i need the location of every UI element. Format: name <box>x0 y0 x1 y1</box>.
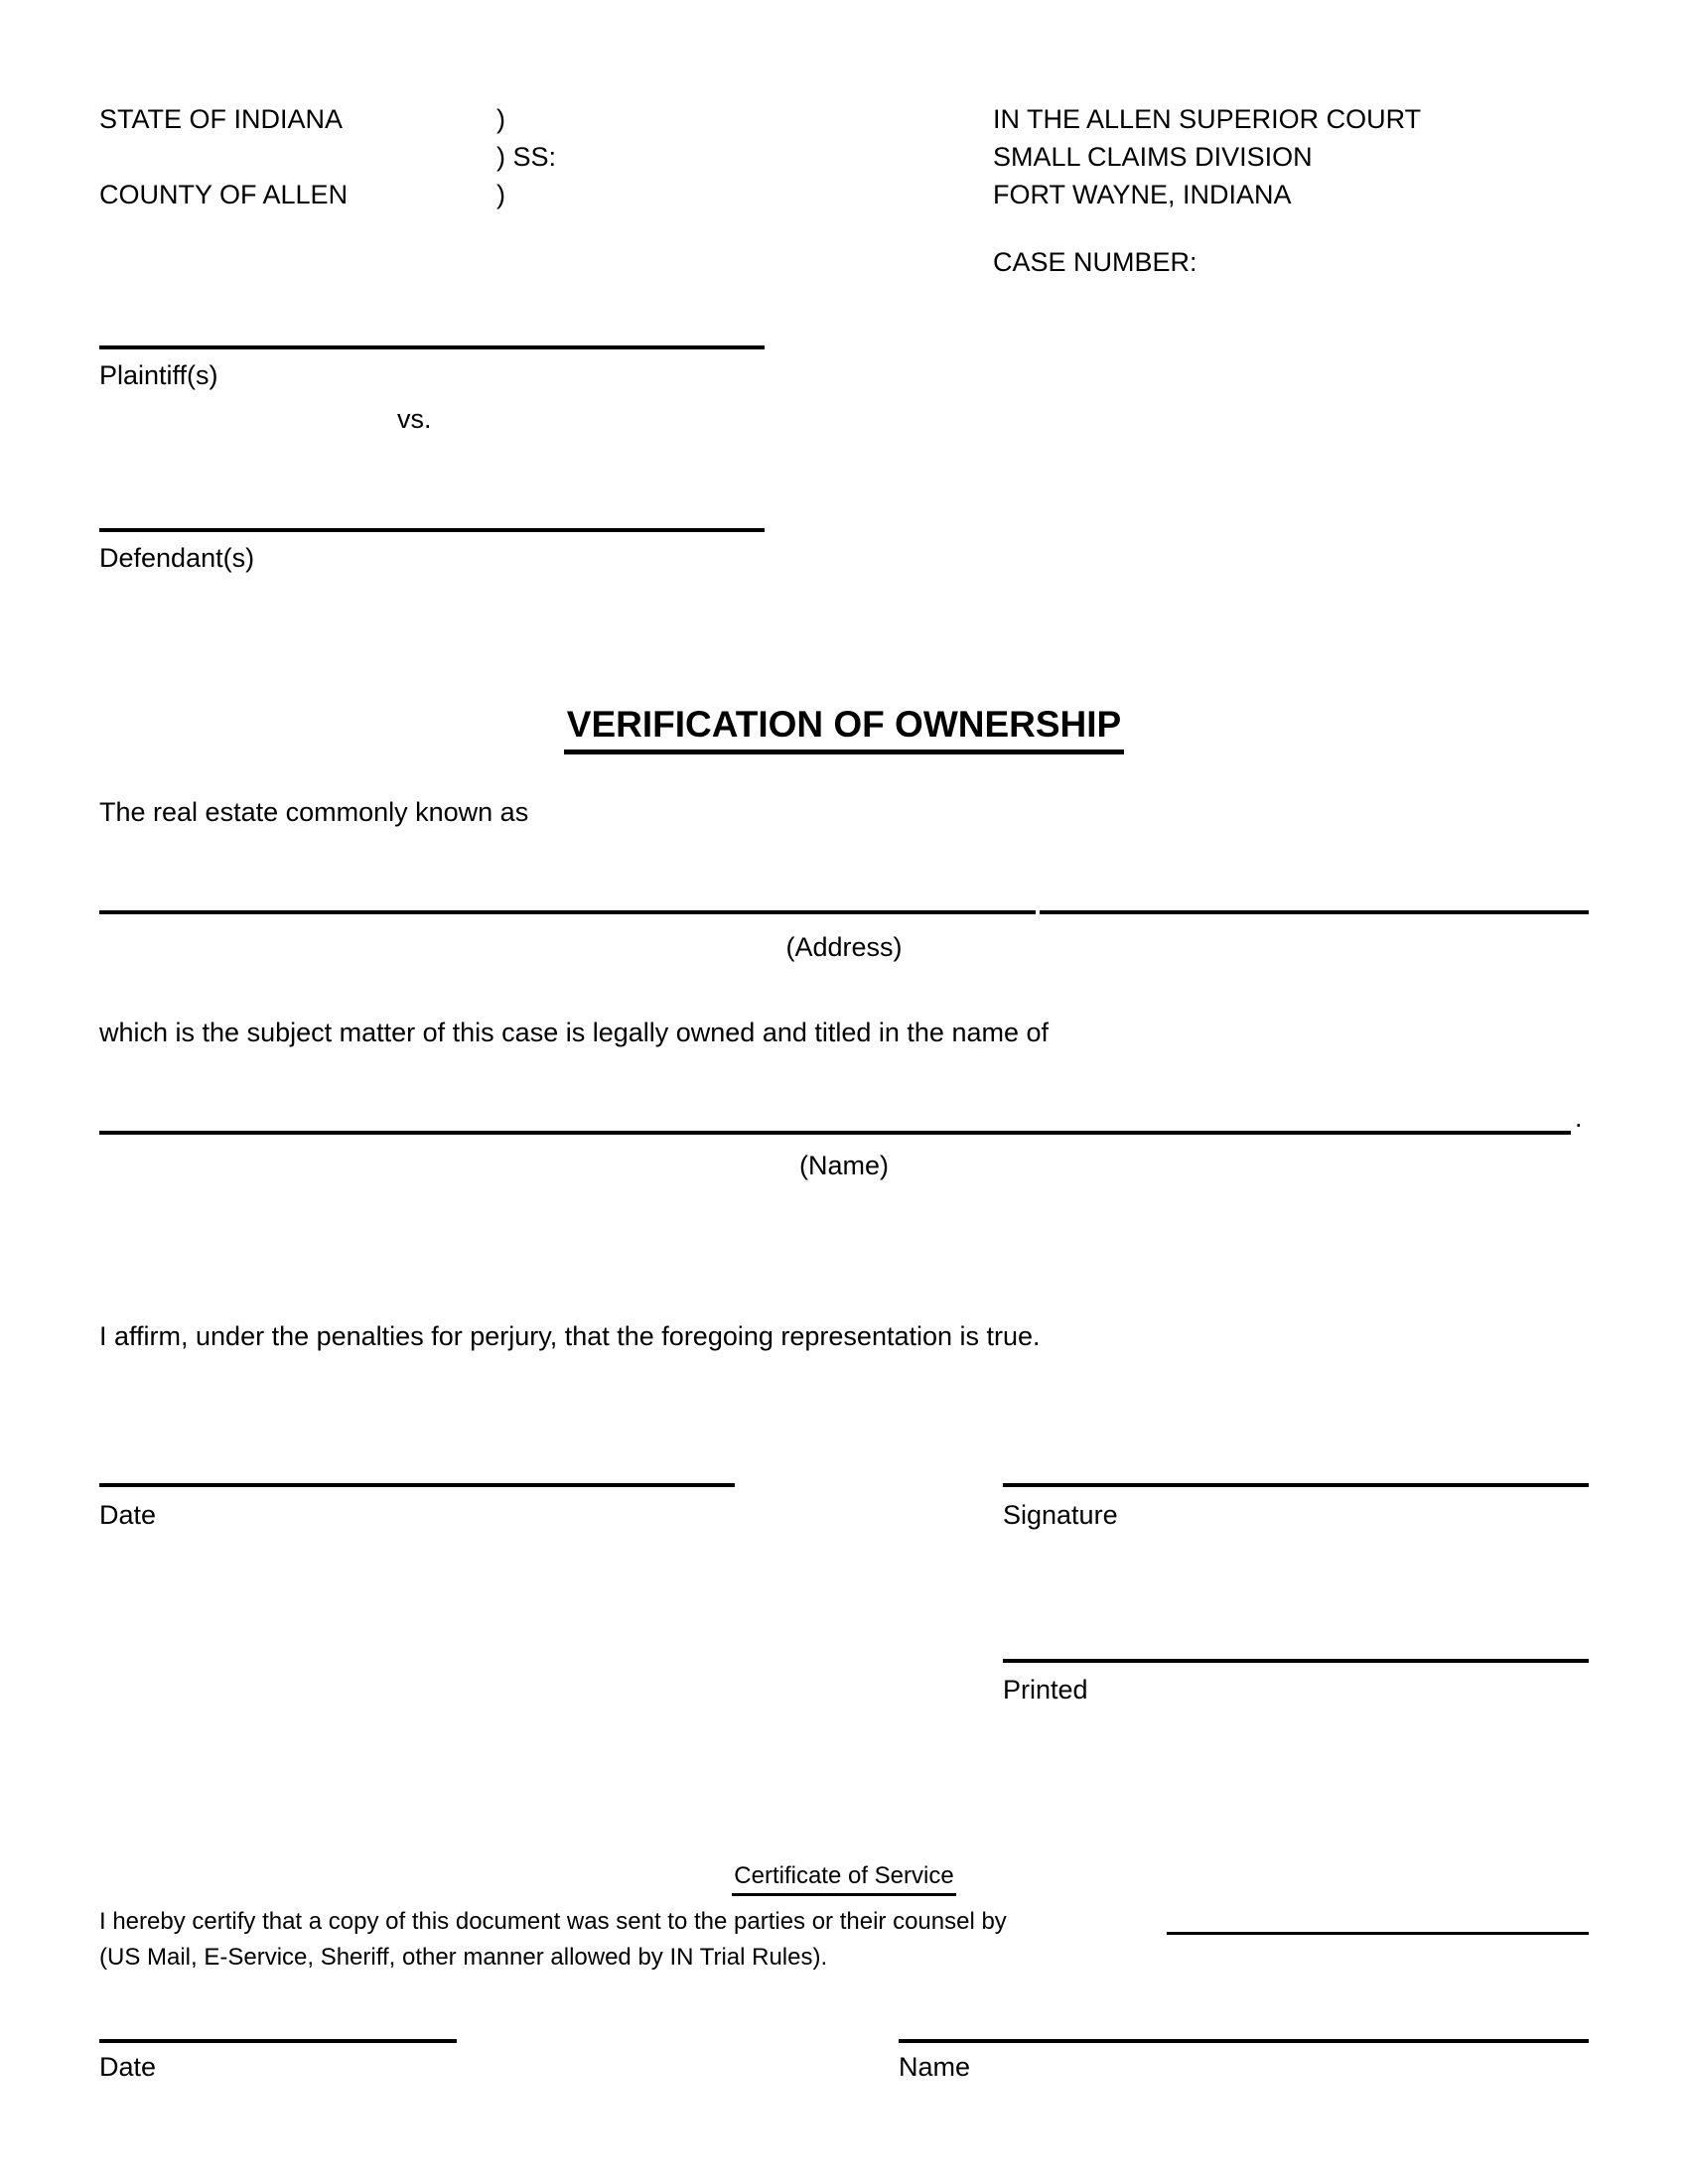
body-intro-text: The real estate commonly known as <box>99 797 529 827</box>
address-field-line-right[interactable] <box>1040 910 1589 914</box>
vs-label: vs. <box>397 404 432 434</box>
caption-paren-bottom: ) <box>496 180 505 209</box>
certificate-text-line1: I hereby certify that a copy of this document was sent to the parties or their counsel by <box>99 1908 1007 1935</box>
address-field-line-left[interactable] <box>99 910 1036 914</box>
name-line-period: . <box>1575 1103 1583 1133</box>
case-number-label: CASE NUMBER: <box>993 247 1197 277</box>
signature-field-line[interactable] <box>1003 1483 1589 1487</box>
footer-date-field-line[interactable] <box>99 2039 457 2043</box>
date-field-line[interactable] <box>99 1483 735 1487</box>
signature-label: Signature <box>1003 1500 1118 1530</box>
name-caption: (Name) <box>798 1151 889 1180</box>
court-city: FORT WAYNE, INDIANA <box>993 180 1292 209</box>
printed-label: Printed <box>1003 1675 1088 1705</box>
certificate-text-line2: (US Mail, E-Service, Sheriff, other manner allowed by IN Trial Rules). <box>99 1944 828 1971</box>
address-caption: (Address) <box>785 932 903 962</box>
document-title: VERIFICATION OF OWNERSHIP <box>0 703 1688 754</box>
caption-ss: ) SS: <box>496 142 557 172</box>
body-middle-text: which is the subject matter of this case is legally owned and titled in the name of <box>99 1018 1050 1047</box>
affirmation-text: I affirm, under the penalties for perjury, that the foregoing representation is true. <box>99 1321 1041 1351</box>
plaintiff-name-field-line[interactable] <box>99 345 765 349</box>
state-caption: STATE OF INDIANA <box>99 104 344 134</box>
date-label: Date <box>99 1500 157 1530</box>
county-caption: COUNTY OF ALLEN <box>99 180 349 209</box>
certificate-of-service-heading: Certificate of Service <box>0 1862 1688 1896</box>
footer-name-field-line[interactable] <box>899 2039 1589 2043</box>
owner-name-field-line[interactable] <box>99 1131 1571 1135</box>
service-method-field-line[interactable] <box>1167 1932 1589 1935</box>
court-division: SMALL CLAIMS DIVISION <box>993 142 1313 172</box>
defendant-name-field-line[interactable] <box>99 528 765 532</box>
printed-name-field-line[interactable] <box>1003 1659 1589 1663</box>
footer-date-label: Date <box>99 2052 157 2082</box>
defendant-label: Defendant(s) <box>99 543 255 573</box>
footer-name-label: Name <box>899 2052 971 2082</box>
plaintiff-label: Plaintiff(s) <box>99 360 218 390</box>
court-name: IN THE ALLEN SUPERIOR COURT <box>993 104 1422 134</box>
caption-paren-top: ) <box>496 104 505 134</box>
